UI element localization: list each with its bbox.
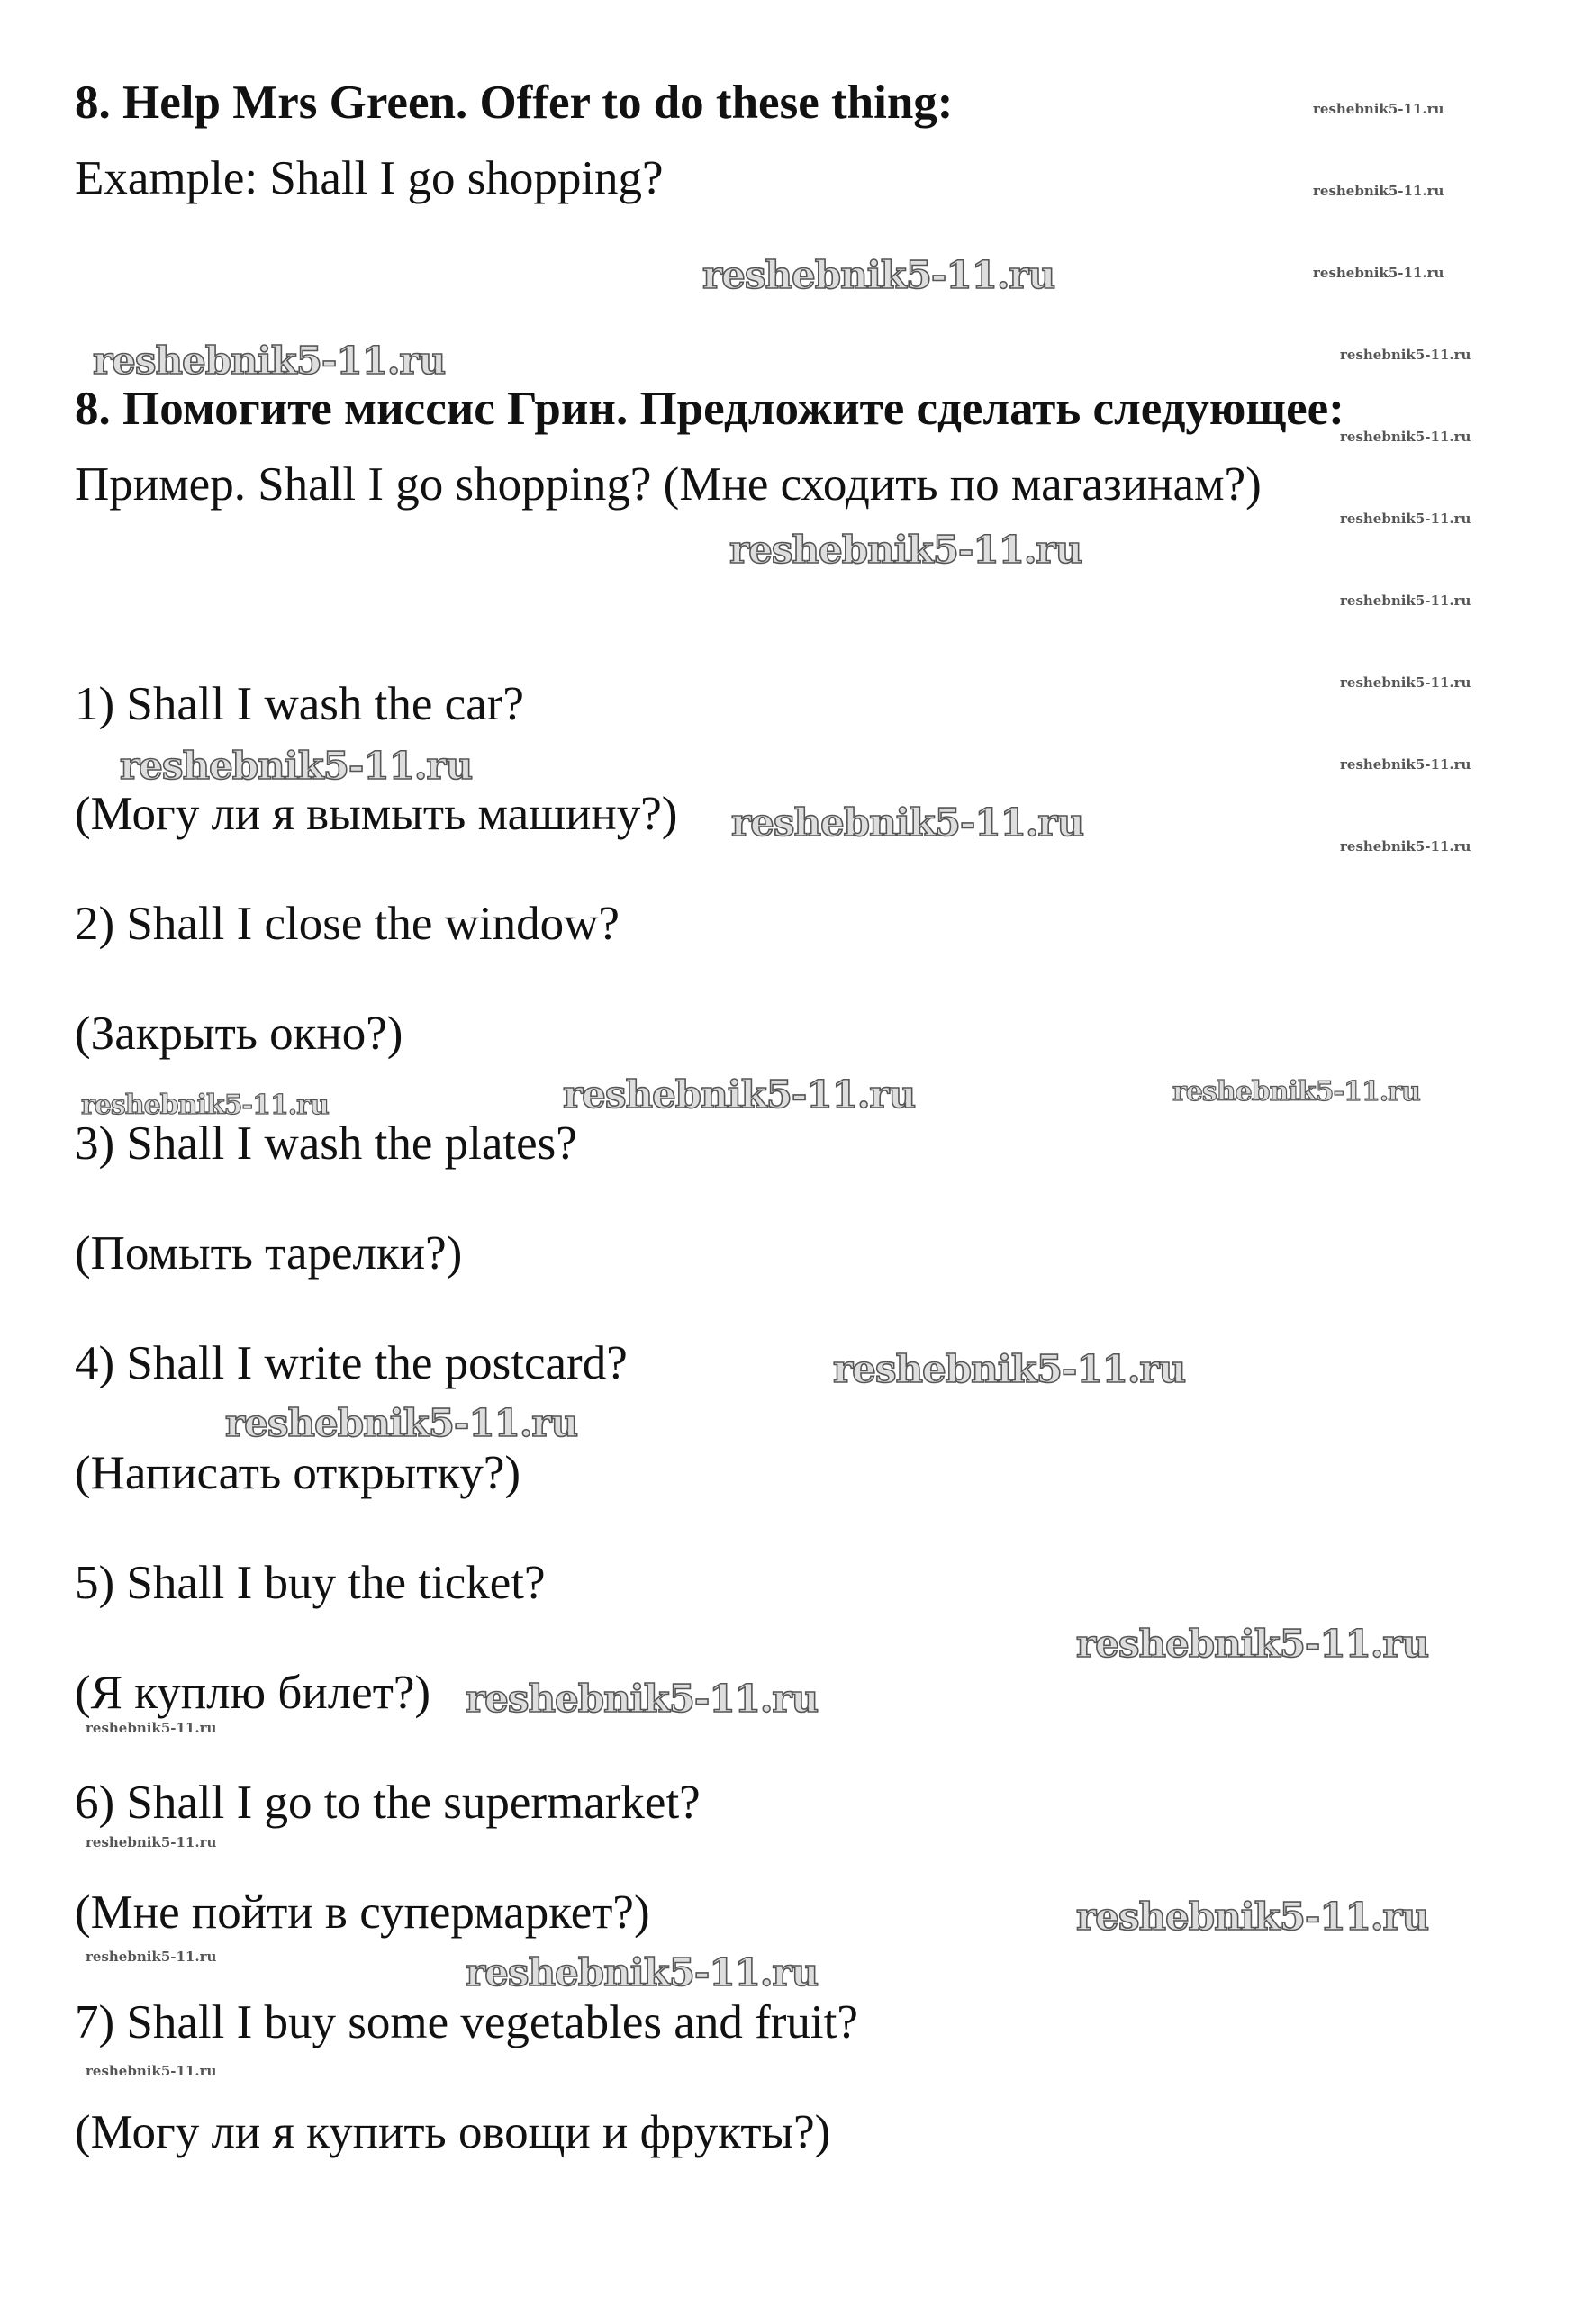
watermark: reshebnik5-11.ru — [1340, 429, 1471, 445]
item-6-translation: (Мне пойти в супермаркет?) — [75, 1886, 650, 1939]
item-2-translation: (Закрыть окно?) — [75, 1008, 403, 1060]
watermark: reshebnik5-11.ru — [120, 744, 473, 788]
item-3-translation: (Помыть тарелки?) — [75, 1227, 463, 1280]
watermark: reshebnik5-11.ru — [86, 2063, 217, 2079]
watermark: reshebnik5-11.ru — [466, 1950, 819, 1994]
watermark: reshebnik5-11.ru — [81, 1090, 329, 1121]
watermark: reshebnik5-11.ru — [225, 1401, 578, 1445]
watermark: reshebnik5-11.ru — [1313, 183, 1444, 199]
example-ru: Пример. Shall I go shopping? (Мне сходить по магазинам?) — [75, 458, 1262, 511]
item-1-translation: (Могу ли я вымыть машину?) — [75, 788, 678, 840]
exercise-heading-en: 8. Help Mrs Green. Offer to do these thing: — [75, 77, 954, 129]
watermark: reshebnik5-11.ru — [1313, 265, 1444, 281]
watermark: reshebnik5-11.ru — [1340, 674, 1471, 691]
watermark: reshebnik5-11.ru — [86, 1949, 217, 1965]
watermark: reshebnik5-11.ru — [1340, 347, 1471, 363]
watermark: reshebnik5-11.ru — [1076, 1622, 1429, 1666]
watermark: reshebnik5-11.ru — [86, 1720, 217, 1736]
watermark: reshebnik5-11.ru — [1340, 592, 1471, 609]
item-3-question: 3) Shall I wash the plates? — [75, 1117, 577, 1170]
item-7-question: 7) Shall I buy some vegetables and fruit? — [75, 1996, 858, 2048]
item-5-translation: (Я куплю билет?) — [75, 1667, 431, 1719]
watermark: reshebnik5-11.ru — [1313, 101, 1444, 117]
watermark: reshebnik5-11.ru — [1340, 838, 1471, 855]
item-4-question: 4) Shall I write the postcard? — [75, 1337, 628, 1389]
item-1-question: 1) Shall I wash the car? — [75, 678, 524, 730]
watermark: reshebnik5-11.ru — [702, 253, 1055, 297]
item-4-translation: (Написать открытку?) — [75, 1447, 521, 1499]
item-5-question: 5) Shall I buy the ticket? — [75, 1557, 546, 1609]
watermark: reshebnik5-11.ru — [1172, 1076, 1420, 1108]
watermark: reshebnik5-11.ru — [729, 528, 1082, 572]
watermark: reshebnik5-11.ru — [466, 1677, 819, 1721]
exercise-heading-ru: 8. Помогите миссис Грин. Предложите сделать следующее: — [75, 383, 1344, 435]
watermark: reshebnik5-11.ru — [1340, 511, 1471, 527]
watermark: reshebnik5-11.ru — [833, 1347, 1186, 1391]
watermark: reshebnik5-11.ru — [1340, 756, 1471, 773]
item-2-question: 2) Shall I close the window? — [75, 898, 620, 950]
watermark: reshebnik5-11.ru — [86, 1834, 217, 1850]
example-en: Example: Shall I go shopping? — [75, 152, 664, 204]
watermark: reshebnik5-11.ru — [731, 800, 1084, 845]
watermark: reshebnik5-11.ru — [1076, 1894, 1429, 1939]
watermark: reshebnik5-11.ru — [563, 1072, 916, 1117]
item-6-question: 6) Shall I go to the supermarket? — [75, 1777, 701, 1829]
item-7-translation: (Могу ли я купить овощи и фрукты?) — [75, 2106, 831, 2158]
watermark: reshebnik5-11.ru — [93, 339, 446, 383]
